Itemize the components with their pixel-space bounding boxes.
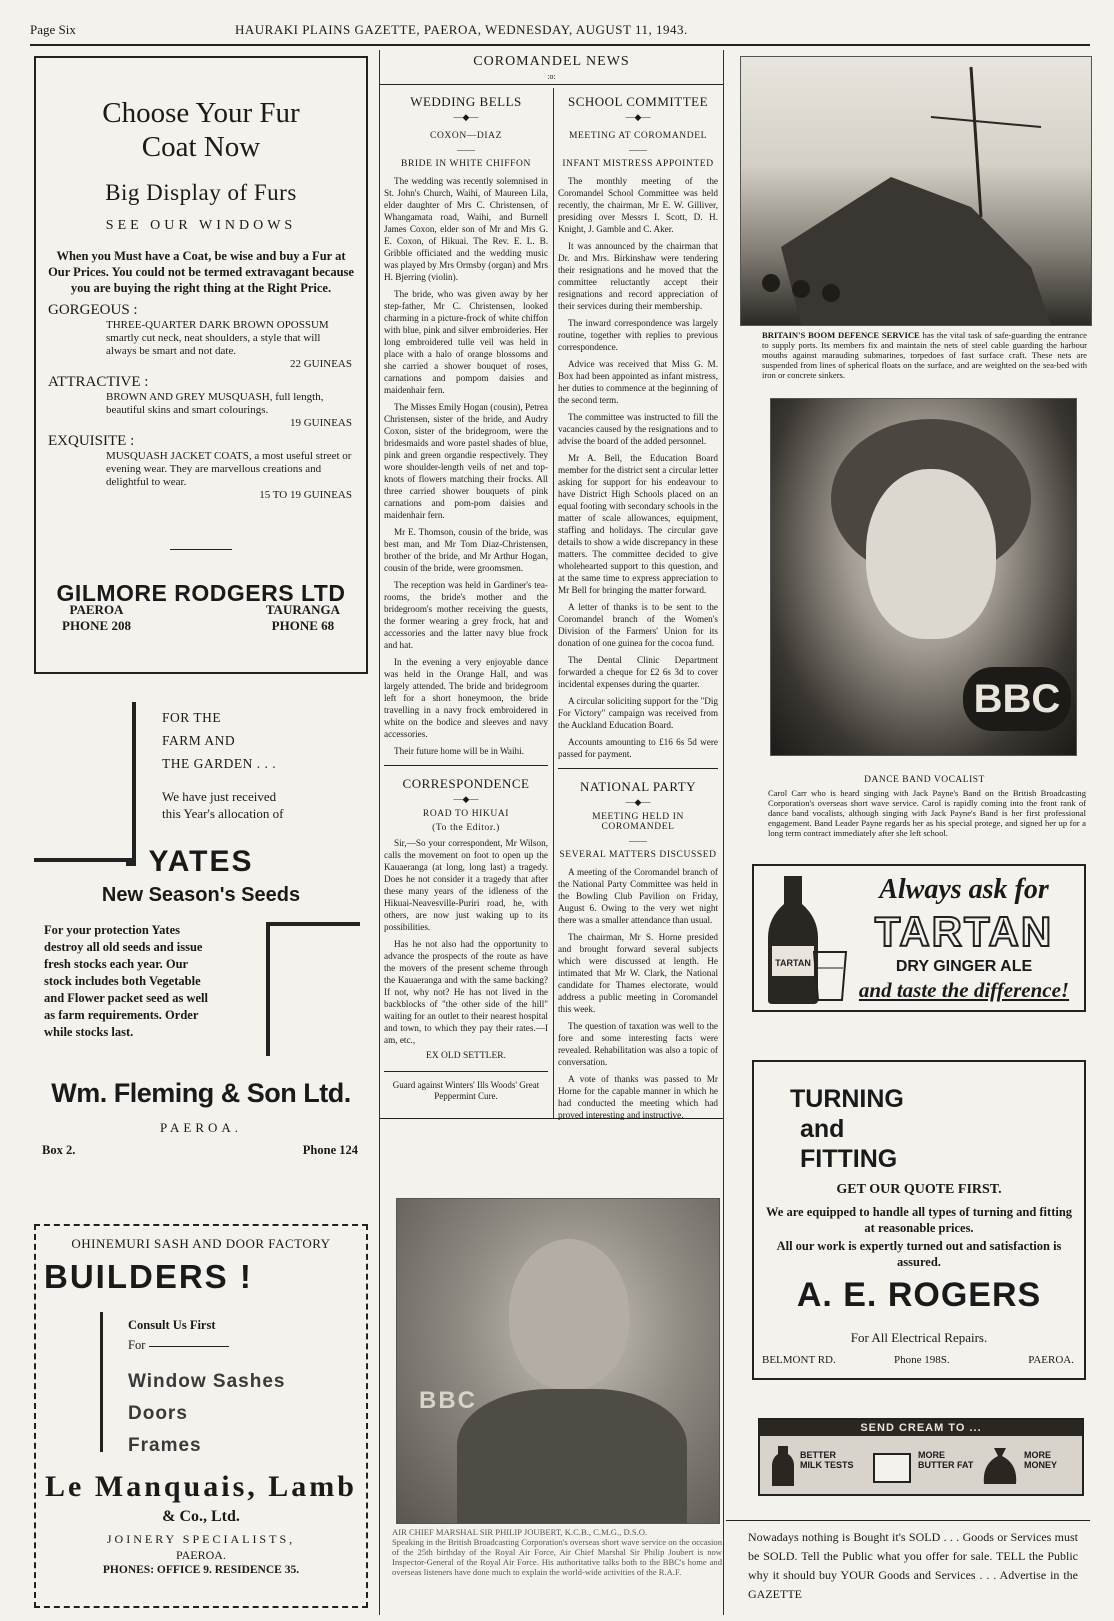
fitting: FITTING: [800, 1145, 898, 1173]
ship-silhouette: [741, 57, 1091, 325]
rogers-address: BELMONT RD.: [762, 1354, 836, 1366]
caption-body: Speaking in the British Broadcasting Corporation's overseas short wave service on the occasion of the 25th birthday of the Royal Air Force, Air Chief Marshal Sir Philip Joubert is now Inspector-General of the Royal Air Force. His authoritative talks both to the BBC's home and overseas listeners have done much to explain the world-wide activities of the R.A.F.: [392, 1537, 722, 1577]
received-line: We have just received: [162, 789, 277, 804]
bracket-ornament: [126, 702, 136, 866]
wedding-names: COXON—DIAZ: [430, 131, 502, 141]
divider: [558, 768, 718, 769]
frames: Frames: [128, 1435, 202, 1456]
portrait-face: [866, 469, 996, 639]
fur-item-label: GORGEOUS :: [48, 302, 138, 318]
received-text: [162, 788, 284, 822]
paeroa-phone: PHONE 208: [62, 618, 131, 633]
school-title: SCHOOL COMMITTEE: [567, 94, 709, 109]
fleming-town: PAEROA.: [159, 1120, 243, 1135]
builders-company-2: & Co., Ltd.: [162, 1508, 240, 1525]
fleming-company: Wm. Fleming & Son Ltd.: [51, 1078, 351, 1108]
paragraph: The reception was held in Gardiner's tea-rooms, the bride's mother and the bridegroom's mother receiving the guests, the former wearing a grey frock, hat and accessories and the latter navy blue frock and hat.: [384, 580, 548, 650]
caption-title: AIR CHIEF MARSHAL SIR PHILIP JOUBERT, K.C.B., C.M.G., D.S.O.: [392, 1527, 648, 1537]
paragraph: Their future home will be in Waihi.: [394, 746, 524, 756]
signoff: EX OLD SETTLER.: [426, 1051, 506, 1061]
bbc-microphone-text: BBC: [419, 1387, 477, 1414]
bracket-ornament: [266, 922, 360, 1056]
paragraph: A circular soliciting support for the "Dig For Victory" campaign was received from the Auckland Education Board.: [558, 696, 718, 730]
caption-lead: BRITAIN'S BOOM DEFENCE SERVICE: [762, 330, 920, 340]
column-rule: [723, 50, 724, 1615]
glass-icon: [812, 950, 848, 1002]
wedding-body: [384, 175, 548, 757]
divider: [170, 549, 232, 550]
divider: —◆—: [625, 797, 651, 807]
party-body: [558, 866, 718, 1121]
builders-advert: [34, 1224, 368, 1608]
masthead: [30, 20, 1090, 46]
electrical-repairs: For All Electrical Repairs.: [850, 1330, 988, 1345]
seed-line: THE GARDEN . . .: [162, 756, 277, 771]
doors: Doors: [128, 1403, 188, 1424]
tartan-advert: [752, 864, 1086, 1012]
rogers-advert: [752, 1060, 1086, 1380]
wedding-subtitle: BRIDE IN WHITE CHIFFON: [401, 159, 531, 169]
for-line: [149, 1346, 229, 1347]
builders-phones: PHONES: OFFICE 9. RESIDENCE 35.: [102, 1564, 300, 1576]
school-subtitle-2: INFANT MISTRESS APPOINTED: [562, 159, 714, 169]
paragraph: A letter of thanks is to be sent to the Coromandel branch of the Women's Division of the Farmers' Union for its donation of one guinea for the cocoa fund.: [558, 602, 718, 648]
fur-intro: When you Must have a Coat, be wise and buy a Fur at Our Prices. You could not be termed extravagant because you are buying the right thing at the Right Price.: [48, 249, 354, 295]
joubert-photo: [396, 1198, 720, 1524]
builders-items: [128, 1366, 285, 1462]
paragraph: The chairman, Mr S. Horne presided and brought forward several subjects which were discussed at length. He intimated that Mr W. Clark, the National candidate for Thames electorate, would address a public meeting in Coromandel this week.: [558, 932, 718, 1014]
fleming-box: Box 2.: [42, 1143, 76, 1157]
paragraph: The Misses Emily Hogan (cousin), Petrea Christensen, sister of the bride, and Audry Coxon, sister of the bridegroom, were the bridesmaids and wore pastel shades of blue, pink and green organdie respectively. They wore shoulder-length veils of net and top-knots of flowers matching their frocks. All three carried shower bouquets of pink carnations and pom-pom daisies and maidenhair fern.: [384, 402, 548, 520]
correspondence-subtitle: ROAD TO HIKUAI: [422, 809, 510, 819]
fur-item-label: ATTRACTIVE :: [48, 374, 149, 390]
paragraph: The monthly meeting of the Coromandel School Committee was held recently, the chairman, Mr E. W. Gilliver, presiding over Messrs I. Scott, D. H. Knight, J. Gamble and C. Aker.: [558, 176, 718, 234]
consult-text: Consult Us First: [128, 1318, 216, 1332]
rogers-body-1: We are equipped to handle all types of turning and fitting at reasonable prices.: [765, 1205, 1073, 1235]
correspondence-title: CORRESPONDENCE: [402, 776, 530, 791]
boom-caption: [762, 330, 1087, 380]
paragraph: A vote of thanks was passed to Mr Horne for the capable manner in which he had conducted the meeting which had proved interesting and instructive.: [558, 1074, 718, 1120]
divider: —◆—: [625, 112, 651, 122]
tauranga-town: TAURANGA: [265, 602, 340, 617]
party-subtitle-1: MEETING HELD IN COROMANDEL: [592, 812, 684, 832]
paragraph: The committee was instructed to fill the vacancies caused by the resignations and to advise the board of the added personnel.: [558, 412, 718, 446]
received-line: this Year's allocation of: [162, 806, 284, 821]
seed-advert: [34, 700, 368, 1200]
paragraph: A meeting of the Coromandel branch of the National Party Committee was held in the Bowling Club Pavilion on Friday, August 6. Owing to the very wet night there was a smaller attendance than usual.: [558, 867, 718, 925]
column-rule: [379, 50, 380, 1615]
boom-defence-photo: [740, 56, 1092, 326]
portrait-body: [457, 1389, 687, 1524]
joubert-caption: [392, 1527, 722, 1577]
fleming-phone: Phone 124: [302, 1143, 358, 1157]
butter-box-icon: [872, 1446, 912, 1486]
builders-company: Le Manquais, Lamb: [45, 1470, 357, 1503]
fur-subhead: Big Display of Furs: [105, 180, 297, 205]
fur-items: [48, 302, 352, 501]
paragraph: The Dental Clinic Department forwarded a cheque for £2 6s 3d to cover incidental expenses during the quarter.: [558, 655, 718, 689]
for-label: [128, 1338, 229, 1353]
paragraph: Mr A. Bell, the Education Board member for the district sent a circular letter asking for support for his endeavour to have District High Schools placed on an equal footing with secondary schools in the matter of scale allowances, equipment, staffing and holidays. The circular gave details to show a wide discrepancy in these matters. The committee decided to give wholehearted support to this question, and at the same time to express appreciation to Mr Bell for bringing the matter forward.: [558, 453, 718, 595]
party-subtitle-2: SEVERAL MATTERS DISCUSSED: [559, 850, 717, 860]
joinery-text: JOINERY SPECIALISTS,: [106, 1532, 296, 1546]
rogers-town: PAEROA.: [1028, 1354, 1074, 1366]
turning: TURNING: [790, 1085, 904, 1113]
paragraph: Accounts amounting to £16 6s 5d were passed for payment.: [558, 737, 718, 759]
tartan-tagline: and taste the difference!: [858, 978, 1070, 1002]
paragraph: The inward correspondence was largely routine, together with replies to previous correspondence.: [558, 318, 718, 352]
page-label: Page Six: [30, 22, 76, 37]
see-windows: SEE OUR WINDOWS: [105, 218, 297, 233]
fur-item-price: 22 GUINEAS: [289, 358, 352, 370]
vocalist-title: DANCE BAND VOCALIST: [864, 775, 985, 785]
paragraph: It was announced by the chairman that Dr. and Mrs. Birkinshaw were tendering their resignations and he moved that the committee reluctantly accept their resignations and record appreciation of their services during their membership.: [558, 241, 718, 311]
caption-body: has the vital task of safe-guarding the entrance to supply ports. Its members fix and maintain the nets of steel cable guarding the harbour mouths against marauding submarines, torpedoes of fast surface craft. These nets are suspended from lines of spherical floats on the surface, and are weighted on the sea-bed with iron or concrete sinkers.: [762, 330, 1087, 380]
divider: [380, 1118, 723, 1119]
yates-brand: YATES: [148, 845, 254, 878]
milk-churn-icon: [770, 1444, 796, 1488]
paeroa-town: PAEROA: [69, 602, 124, 617]
divider: —◆—: [453, 112, 479, 122]
newspaper-title: HAURAKI PLAINS GAZETTE, PAEROA, WEDNESDAY, AUGUST 11, 1943.: [235, 22, 688, 37]
factory-name: OHINEMURI SASH AND DOOR FACTORY: [71, 1236, 331, 1251]
school-article: [558, 94, 718, 1120]
divider: —◆—: [453, 794, 479, 804]
school-subtitle-1: MEETING AT COROMANDEL: [568, 131, 708, 141]
paeroa-contact: [62, 602, 131, 634]
seed-line: FOR THE: [162, 710, 222, 725]
farm-garden-text: [162, 706, 276, 775]
portrait-head: [509, 1239, 629, 1389]
party-title: NATIONAL PARTY: [579, 779, 697, 794]
bbc-microphone-text: BBC: [963, 667, 1071, 731]
turning-fitting: [790, 1084, 904, 1174]
paragraph: Advice was received that Miss G. M. Box had been appointed as infant mistress, her duties to commence at the beginning of the second term.: [558, 359, 718, 405]
divider: ——: [629, 145, 647, 155]
section-ornament: :o:: [547, 72, 556, 81]
correspondence-body: [384, 837, 548, 1046]
divider: ——: [629, 836, 647, 846]
filler-ad: Guard against Winters' Ills Woods' Great Peppermint Cure.: [392, 1080, 540, 1101]
advertise-notice: Nowadays nothing is Bought it's SOLD . . . Goods or Services must be SOLD. Tell the Public what you offer for sale. TELL the Public why it should buy YOUR Goods and Services . . . Advertise in the GAZETTE: [748, 1530, 1078, 1601]
paragraph: In the evening a very enjoyable dance was held in the Orange Hall, and was largely attended. The bride and bridegroom left for a short honeymoon, the bride travelling in a navy frock embroidered in white on the bodice and sleeves and navy accessories.: [384, 657, 548, 739]
better-tests: BETTER MILK TESTS: [800, 1450, 854, 1470]
school-body: [558, 175, 718, 760]
divider: [384, 1071, 548, 1072]
builders-town: PAEROA.: [176, 1548, 226, 1562]
tauranga-contact: [266, 602, 340, 634]
fur-headline-line2: Coat Now: [141, 131, 261, 163]
paragraph: The bride, who was given away by her step-father, Mr C. Christensen, looked charming in a picture-frock of white chiffon with blue, pink and silver embroideries. Her long embroidered tulle veil was held in place with a halo of orange blossoms and she carried a shower bouquet of roses, carnations and pompom daisies and maidenhair fern.: [384, 289, 548, 395]
paragraph: The question of taxation was well to the fore and some interesting facts were revealed. Rehabilitation was also a topic of conversation.: [558, 1021, 718, 1067]
fur-item-price: 19 GUINEAS: [289, 417, 352, 429]
paragraph: The wedding was recently solemnised in St. John's Church, Waihi, of Maureen Lila, elder daughter of Mrs C. Christensen, of Whangamata road, Waihi, and Burnell James Coxon, elder son of Mr and Mrs G. E. Coxon, of Hikuai. The Rev. E. L. B. Gribble officiated and the wedding music was played by Mrs Ormsby (organ) and Mrs H. Bjerring (violin).: [384, 176, 548, 282]
builders-headline: BUILDERS !: [44, 1258, 253, 1295]
fur-headline-line1: Choose Your Fur: [102, 97, 300, 129]
divider: [726, 1520, 1090, 1521]
rogers-phone: Phone 198S.: [894, 1354, 950, 1366]
paragraph: Mr E. Thomson, cousin of the bride, was best man, and Mr Tom Diaz-Christensen, brother of the bride, and Mr Arthur Hogan, cousin of the bride, were groomsmen.: [384, 527, 548, 573]
ginger-ale: DRY GINGER ALE: [895, 958, 1033, 975]
window-sashes: Window Sashes: [128, 1371, 286, 1392]
tartan-brand: TARTAN: [874, 908, 1054, 955]
fur-item-desc: THREE-QUARTER DARK BROWN OPOSSUM smartly cut neck, neat shoulders, a style that will always be smart and not date.: [106, 319, 329, 357]
and: and: [800, 1115, 845, 1143]
wedding-title: WEDDING BELLS: [410, 94, 522, 109]
more-butter: MORE BUTTER FAT: [918, 1450, 974, 1470]
fur-item-price: 15 TO 19 GUINEAS: [259, 489, 352, 501]
seed-subhead: New Season's Seeds: [101, 884, 301, 906]
tauranga-phone: PHONE 68: [271, 618, 335, 633]
rogers-body-2: All our work is expertly turned out and satisfaction is assured.: [776, 1239, 1062, 1269]
fur-company: GILMORE RODGERS LTD: [56, 580, 346, 606]
rogers-company: A. E. ROGERS: [796, 1276, 1042, 1314]
wedding-article: [384, 94, 548, 1114]
divider: ——: [457, 145, 475, 155]
money-bag-icon: [980, 1444, 1020, 1488]
butter-advert: [758, 1418, 1084, 1496]
fur-headline: [36, 96, 366, 164]
to-editor: (To the Editor.): [432, 823, 500, 833]
seed-body: For your protection Yates destroy all old seeds and issue fresh stocks each year. Our stock includes both Vegetable and Flower packet seed as well as farm requirements. Order while stocks last.: [44, 923, 208, 1039]
always-ask: Always ask for: [879, 874, 1049, 905]
vocalist-photo: [770, 398, 1077, 756]
bottle-label: TARTAN: [775, 958, 811, 968]
fur-item-desc: BROWN AND GREY MUSQUASH, full length, beautiful skins and smart colourings.: [106, 391, 324, 416]
paragraph: Sir,—So your correspondent, Mr Wilson, calls the movement on foot to open up the Kauaeranga (at long, long last) a tragedy. Does he not consider it a tragedy that after these many years of the idleness of the Hikuai-Neavesville-Puriri road, he, with others, are now just waking up to its possibilities.: [384, 838, 548, 932]
divider: [384, 765, 548, 766]
fur-item-label: EXQUISITE :: [48, 433, 135, 449]
section-title: COROMANDEL NEWS: [473, 54, 630, 69]
for-text: For: [128, 1338, 146, 1352]
quote-first: GET OUR QUOTE FIRST.: [836, 1182, 1002, 1197]
fur-coat-advert: [34, 56, 368, 674]
left-rule: [100, 1312, 103, 1452]
vocalist-caption: Carol Carr who is heard singing with Jack Payne's Band on the British Broadcasting Corporation's overseas short wave service. Carol is rapidly coming into the front rank of dance band vocalists, although singing with Jack Payne's Band is her first professional engagement. Band Leader Payne regards her as his special protege, and signed her up for a long term contract immediately after she left school.: [768, 788, 1086, 838]
fur-item-desc: MUSQUASH JACKET COATS, a most useful street or evening wear. They are marvellous creations and delightful to wear.: [106, 450, 352, 488]
divider: [380, 84, 723, 85]
butter-banner: SEND CREAM TO ...: [760, 1420, 1082, 1436]
seed-line: FARM AND: [162, 733, 236, 748]
column-rule: [553, 88, 554, 1118]
more-money: MORE MONEY: [1024, 1450, 1058, 1470]
paragraph: Has he not also had the opportunity to advance the prospects of the route as have the movers of the present scheme through the Kauaeranga and with the same backing? If not, why not? He has not lived in the backblocks of "the other side of the hill" waiting for an outlet to their nearest hospital and town, to which they pay their rates.—I am, etc.,: [384, 939, 548, 1045]
